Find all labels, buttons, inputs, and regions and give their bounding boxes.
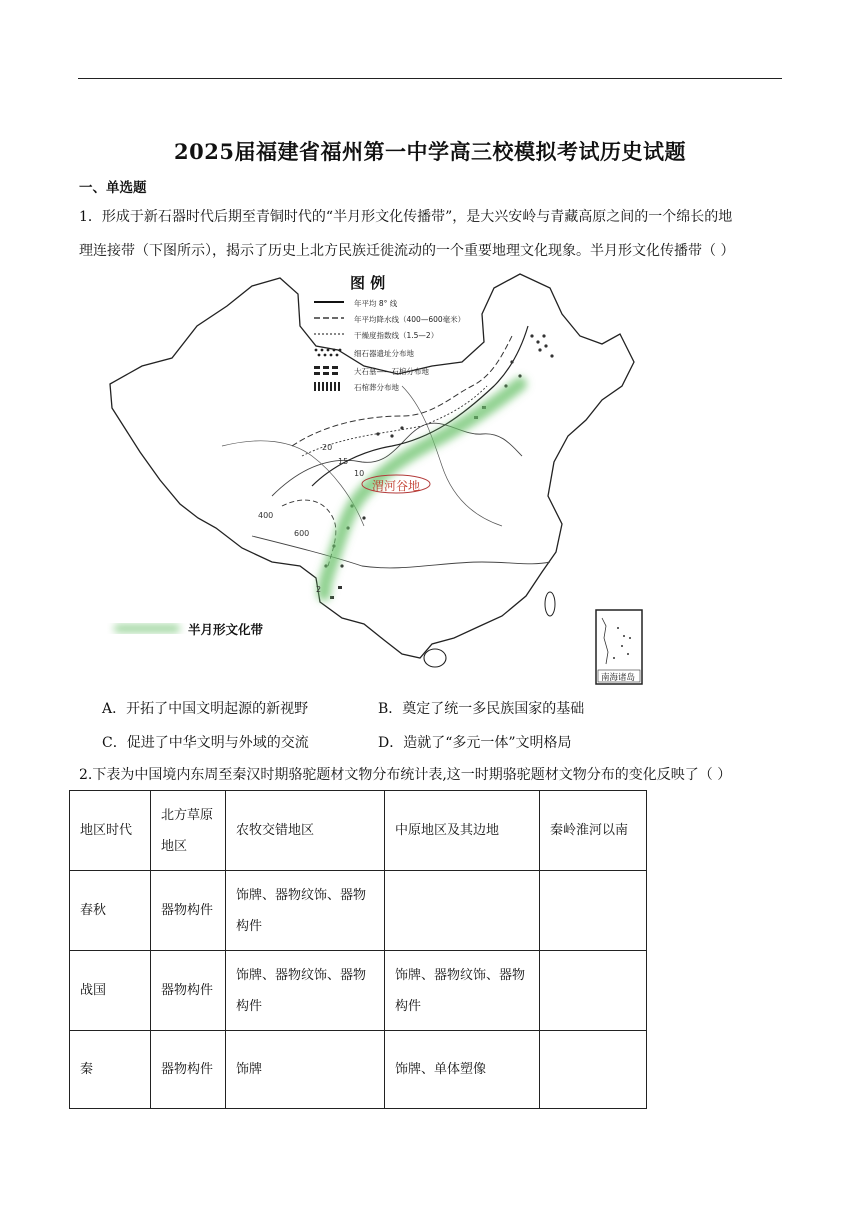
- table-cell: [540, 871, 647, 951]
- table-header-cell: 农牧交错地区: [226, 791, 385, 871]
- table-row: [70, 1031, 647, 1109]
- table-cell: [540, 1031, 647, 1109]
- band-legend-swatch: [114, 624, 180, 633]
- cell-text: 器物构件: [161, 983, 214, 998]
- table-row: [70, 951, 647, 1031]
- table-cell: [226, 871, 385, 951]
- table-cell: [151, 951, 226, 1031]
- table-cell: 饰牌、单体塑像: [385, 1031, 540, 1109]
- header-text: 北方草原地区: [161, 807, 214, 854]
- taiwan-island: [545, 592, 555, 616]
- cell-text: 饰牌、器物纹饰、器物构件: [236, 887, 367, 934]
- legend-title: 图 例: [350, 274, 386, 292]
- table-cell: [540, 951, 647, 1031]
- legend-item: 石棺葬分布地: [354, 383, 399, 392]
- contour-label: 600: [294, 529, 310, 538]
- option-b[interactable]: B．奠定了统一多民族国家的基础: [378, 701, 585, 717]
- question-1-line-1: 1．形成于新石器时代后期至青铜时代的“半月形文化传播带”，是大兴安岭与青藏高原之间的一个绵长的地: [79, 209, 733, 225]
- south-china-sea-inset: [596, 610, 642, 684]
- contour-label: 2: [316, 585, 322, 594]
- option-d[interactable]: D．造就了“多元一体”文明格局: [378, 735, 572, 751]
- cell-text: 器物构件: [161, 1062, 214, 1077]
- option-c[interactable]: C．促进了中华文明与外域的交流: [102, 735, 309, 751]
- yangtze-river: [252, 536, 550, 568]
- contour-label: 10: [354, 469, 365, 478]
- cell-text: 饰牌、器物纹饰、器物构件: [395, 967, 526, 1014]
- table-cell: 饰牌: [226, 1031, 385, 1109]
- table-cell: [226, 951, 385, 1031]
- table-cell: [385, 951, 540, 1031]
- table-cell: 春秋: [70, 871, 151, 951]
- contour-label: 15: [338, 457, 349, 466]
- contour-label: 400: [258, 511, 274, 520]
- band-legend-label: 半月形文化带: [188, 622, 264, 637]
- map-legend: [314, 274, 465, 392]
- table-header-cell: 地区时代: [70, 791, 151, 871]
- table-cell: [151, 1031, 226, 1109]
- contour-label: 20: [322, 443, 333, 452]
- legend-item: 年平均 8° 线: [354, 299, 398, 308]
- cell-text: 饰牌、器物纹饰、器物构件: [236, 967, 367, 1014]
- inset-label: 南海诸岛: [601, 673, 636, 683]
- camel-artifact-table: [69, 790, 647, 1109]
- header-text: 秦岭淮河以南: [550, 823, 629, 838]
- table-cell: [385, 871, 540, 951]
- question-1-line-2: 理连接带（下图所示），揭示了历史上北方民族迁徙流动的一个重要地理文化现象。半月形文化传播带（ ）: [79, 243, 735, 259]
- legend-item: 细石器遗址分布地: [354, 349, 414, 358]
- hainan-island: [424, 649, 446, 667]
- question-2-stem: 2.下表为中国境内东周至秦汉时期骆驼题材文物分布统计表,这一时期骆驼题材文物分布的变化反映了（ ）: [79, 767, 732, 783]
- option-a[interactable]: A．开拓了中国文明起源的新视野: [102, 701, 309, 717]
- table-cell: 秦: [70, 1031, 151, 1109]
- table-header-cell: 中原地区及其边地: [385, 791, 540, 871]
- wei-river-valley-label: 渭河谷地: [372, 479, 421, 493]
- section-heading: 一、单选题: [79, 180, 147, 196]
- legend-item: 干燥度指数线（1.5—2）: [354, 331, 439, 340]
- question-1-stem: [79, 200, 785, 268]
- page-title: 2025届福建省福州第一中学高三校模拟考试历史试题: [174, 139, 686, 164]
- table-cell: 战国: [70, 951, 151, 1031]
- cell-text: 器物构件: [161, 903, 214, 918]
- legend-item: 大石墓——石棺分布地: [354, 367, 429, 376]
- header-rule: [78, 78, 782, 79]
- table-header-cell: [151, 791, 226, 871]
- crescent-culture-map: [102, 266, 648, 686]
- table-row: [70, 871, 647, 951]
- legend-item: 年平均降水线（400—600毫米）: [354, 315, 466, 324]
- table-header-cell: [540, 791, 647, 871]
- table-cell: [151, 871, 226, 951]
